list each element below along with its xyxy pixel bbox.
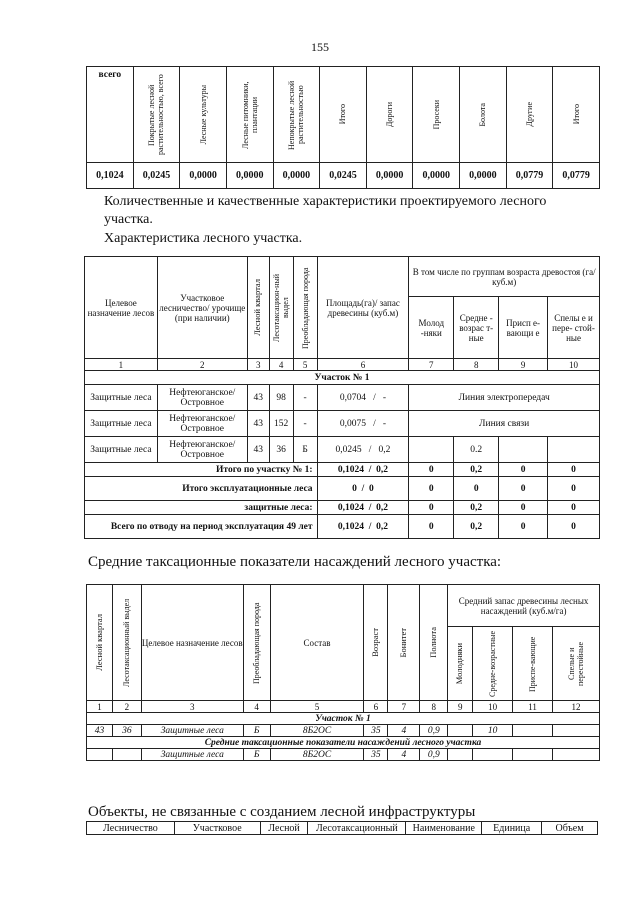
row-district: Нефтеюганское/ Островное <box>157 411 247 437</box>
top-header-cell <box>460 67 507 163</box>
area-value: 0,1024 <box>337 521 364 532</box>
tax-header-purpose: Целевое назначение лесов <box>141 585 243 701</box>
row-district: Нефтеюганское/ Островное <box>157 385 247 411</box>
stock-value: 0 <box>369 483 374 494</box>
tax-column-number: 8 <box>420 701 448 713</box>
tax-avg-title: Средние таксационные показатели насаждений лесного участка <box>87 737 600 749</box>
site-characteristics-table <box>84 256 600 539</box>
total-middle: 0,2 <box>454 515 499 539</box>
tax-avg-mature <box>553 749 600 761</box>
tax-column-number: 3 <box>141 701 243 713</box>
tax-header-age-text: Возраст <box>370 628 381 657</box>
top-header-text: Итого <box>338 104 348 125</box>
header-species-text: Преобладающая порода <box>300 266 310 349</box>
tax-header-young-text: Молодняки <box>454 642 465 685</box>
tax-column-number: 10 <box>473 701 513 713</box>
top-header-text: Просеки <box>431 99 441 130</box>
column-number: 6 <box>317 359 409 371</box>
column-number: 5 <box>293 359 317 371</box>
tax-header-species <box>243 585 270 701</box>
tax-header-species-text: Преобладающая порода <box>252 601 262 684</box>
paragraph-line: участка. <box>104 212 153 227</box>
tax-row-middle: 10 <box>473 725 513 737</box>
tax-header-mature <box>553 627 600 701</box>
top-header-cell <box>413 67 460 163</box>
tax-header-young <box>448 627 473 701</box>
objects-header-cell: Лесной <box>260 822 308 835</box>
tax-column-number: 11 <box>513 701 553 713</box>
tax-row-age: 35 <box>364 725 388 737</box>
tax-column-number: 6 <box>364 701 388 713</box>
top-header-cell <box>553 67 600 163</box>
objects-header-cell: Единица <box>482 822 542 835</box>
header-vydel-text: Лесотаксацион-ный выдел <box>272 273 291 342</box>
tax-avg-pre <box>513 749 553 761</box>
tax-header-quarter-text: Лесной квартал <box>93 614 104 671</box>
total-middle: 0,2 <box>454 501 499 515</box>
top-value-cell: 0,0000 <box>366 163 413 189</box>
objects-header-cell: Объем <box>542 822 598 835</box>
total-label: защитные леса: <box>85 501 318 515</box>
tax-row-purpose: Защитные леса <box>141 725 243 737</box>
tax-header-composition: Состав <box>270 585 364 701</box>
stock-value: - <box>382 392 387 403</box>
tax-row-young <box>448 725 473 737</box>
tax-section-title: Участок № 1 <box>87 713 600 725</box>
objects-header-cell: Лесничество <box>87 822 175 835</box>
header-quarter-text: Лесной квартал <box>252 279 263 336</box>
tax-header-stock: Средний запас древесины лесных насаждений (куб.м/га) <box>448 585 600 627</box>
row-species: - <box>293 385 317 411</box>
area-value: 0,0075 <box>339 418 366 429</box>
paragraph-objects: Объекты, не связанные с созданием лесной инфраструктуры <box>88 804 476 820</box>
total-young: 0 <box>409 477 454 501</box>
total-row <box>85 515 600 539</box>
top-header-text: Покрытые лесной растительностью, всего <box>147 74 166 155</box>
tax-avg-purpose: Защитные леса <box>141 749 243 761</box>
top-header-text: Другие <box>524 102 534 127</box>
tax-column-number: 2 <box>112 701 141 713</box>
row-species: - <box>293 411 317 437</box>
row-area <box>317 411 409 437</box>
slash: / <box>368 444 372 455</box>
top-value-cell: 0,0000 <box>460 163 507 189</box>
total-pre: 0 <box>499 463 548 477</box>
tax-row-density: 0,9 <box>420 725 448 737</box>
row-note: Линия связи <box>409 411 600 437</box>
tax-header-pre-text: Приспе-вающие <box>528 635 538 692</box>
top-header-cell <box>273 67 320 163</box>
objects-header-cell: Лесотаксационный <box>308 822 406 835</box>
top-value-cell: 0,0245 <box>133 163 180 189</box>
row-quarter: 43 <box>247 437 269 463</box>
tax-header-middle <box>473 627 513 701</box>
row-vydel: 36 <box>269 437 293 463</box>
tax-header-density <box>420 585 448 701</box>
column-number: 9 <box>499 359 548 371</box>
column-number: 4 <box>269 359 293 371</box>
column-number: 7 <box>409 359 454 371</box>
tax-row-composition: 8Б2ОС <box>270 725 364 737</box>
tax-header-vydel <box>112 585 141 701</box>
column-number: 1 <box>85 359 158 371</box>
stock-value: 0,2 <box>376 464 389 475</box>
section-title: Участок № 1 <box>85 371 600 385</box>
slash: / <box>373 418 376 429</box>
tax-column-number: 1 <box>87 701 113 713</box>
top-header-cell <box>133 67 180 163</box>
tax-avg-middle <box>473 749 513 761</box>
taxation-table <box>86 584 600 761</box>
tax-avg-young <box>448 749 473 761</box>
row-species: Б <box>293 437 317 463</box>
objects-header-cell: Наименование <box>406 822 482 835</box>
tax-row-bonitet: 4 <box>388 725 420 737</box>
tax-avg-composition: 8Б2ОС <box>270 749 364 761</box>
total-young: 0 <box>409 515 454 539</box>
total-pre: 0 <box>499 501 548 515</box>
total-mature: 0 <box>548 501 600 515</box>
row-area <box>317 385 409 411</box>
tax-column-number: 12 <box>553 701 600 713</box>
top-header-text: Итого <box>571 104 581 125</box>
tax-row-vydel: 36 <box>112 725 141 737</box>
stock-value: 0,2 <box>378 444 391 455</box>
area-value: 0,0704 <box>339 392 366 403</box>
land-category-table <box>86 66 600 189</box>
row-young <box>409 437 454 463</box>
slash: / <box>368 464 372 475</box>
total-area <box>317 501 409 515</box>
tax-header-middle-text: Средне-возрастные <box>488 630 498 697</box>
top-header-cell <box>366 67 413 163</box>
top-value-cell: 0,0000 <box>226 163 273 189</box>
total-pre: 0 <box>499 477 548 501</box>
tax-row-mature <box>553 725 600 737</box>
total-label: Итого эксплуатационные леса <box>85 477 318 501</box>
tax-avg-vydel <box>112 749 141 761</box>
total-young: 0 <box>409 501 454 515</box>
slash: / <box>373 392 376 403</box>
area-value: 0,1024 <box>337 464 364 475</box>
area-value: 0 <box>352 483 357 494</box>
column-number: 3 <box>247 359 269 371</box>
total-young: 0 <box>409 463 454 477</box>
header-age-groups: В том числе по группам возраста древостоя (га/куб.м) <box>409 257 600 297</box>
top-header-text: Болота <box>478 102 488 127</box>
tax-column-number: 9 <box>448 701 473 713</box>
tax-column-number: 5 <box>270 701 364 713</box>
top-header-cell <box>506 67 553 163</box>
top-header-cell <box>180 67 227 163</box>
tax-avg-age: 35 <box>364 749 388 761</box>
top-header-text: Непокрытые лесной растительностью <box>287 79 306 150</box>
top-header-text: Лесные питомники, плантации <box>240 80 259 149</box>
tax-header-mature-text: Спелые и перестойные <box>567 641 585 686</box>
header-area: Площадь(га)/ запас древесины (куб.м) <box>317 257 409 359</box>
total-row <box>85 463 600 477</box>
top-value-cell: 0,0779 <box>506 163 553 189</box>
row-mature <box>548 437 600 463</box>
top-header-cell <box>320 67 367 163</box>
top-value-cell: 0,0000 <box>180 163 227 189</box>
total-mature: 0 <box>548 515 600 539</box>
top-header-cell <box>87 67 134 163</box>
header-vydel <box>269 257 293 359</box>
objects-table <box>86 821 598 835</box>
column-number: 8 <box>454 359 499 371</box>
top-value-cell: 0,0245 <box>320 163 367 189</box>
page-number: 155 <box>311 40 329 54</box>
paragraph-characteristics <box>104 193 546 229</box>
total-row <box>85 501 600 515</box>
total-mature: 0 <box>548 463 600 477</box>
header-young: Молод -няки <box>409 297 454 359</box>
top-header-cell <box>226 67 273 163</box>
tax-column-number: 7 <box>388 701 420 713</box>
top-header-text: Лесные культуры <box>198 84 208 145</box>
row-note: Линия электропередач <box>409 385 600 411</box>
total-area <box>317 477 409 501</box>
tax-avg-quarter <box>87 749 113 761</box>
objects-header-cell: Участковое <box>174 822 260 835</box>
row-quarter: 43 <box>247 385 269 411</box>
paragraph-site-characteristic: Характеристика лесного участка. <box>104 231 303 246</box>
stock-value: 0,2 <box>376 521 389 532</box>
row-purpose: Защитные леса <box>85 411 158 437</box>
top-header-text: всего <box>98 70 122 80</box>
row-vydel: 152 <box>269 411 293 437</box>
tax-avg-density: 0,9 <box>420 749 448 761</box>
tax-row-species: Б <box>243 725 270 737</box>
row-middle: 0.2 <box>454 437 499 463</box>
column-number: 2 <box>157 359 247 371</box>
paragraph-tax-indicators: Средние таксационные показатели насаждений лесного участка: <box>88 554 502 570</box>
top-header-text: Дороги <box>385 101 395 128</box>
paragraph-line: Количественные и качественные характеристики проектируемого лесного <box>104 194 547 209</box>
slash: / <box>368 521 372 532</box>
header-middle: Средне - возрас т-ные <box>454 297 499 359</box>
total-label: Всего по отводу на период эксплуатация 49 лет <box>85 515 318 539</box>
top-value-cell: 0,0000 <box>413 163 460 189</box>
tax-row-quarter: 43 <box>87 725 113 737</box>
top-value-cell: 0,0779 <box>553 163 600 189</box>
area-value: 0,1024 <box>337 502 364 513</box>
row-purpose: Защитные леса <box>85 385 158 411</box>
tax-header-age <box>364 585 388 701</box>
tax-header-vydel-text: Лесотаксационный выдел <box>122 598 132 687</box>
total-middle: 0 <box>454 477 499 501</box>
tax-header-bonitet-text: Бонитет <box>398 627 409 658</box>
total-area <box>317 515 409 539</box>
tax-column-number: 4 <box>243 701 270 713</box>
total-label: Итого по участку № 1: <box>85 463 318 477</box>
row-district: Нефтеюганское/ Островное <box>157 437 247 463</box>
header-pre: Присп е- вающи е <box>499 297 548 359</box>
tax-avg-species: Б <box>243 749 270 761</box>
slash: / <box>361 483 365 494</box>
total-row <box>85 477 600 501</box>
tax-header-density-text: Полнота <box>428 627 439 658</box>
header-species <box>293 257 317 359</box>
row-pre <box>499 437 548 463</box>
header-district: Участковое лесничество/ урочище (при наличии) <box>157 257 247 359</box>
column-number: 10 <box>548 359 600 371</box>
tax-avg-bonitet: 4 <box>388 749 420 761</box>
tax-header-quarter <box>87 585 113 701</box>
header-mature: Спелы е и пере- стой- ные <box>548 297 600 359</box>
row-quarter: 43 <box>247 411 269 437</box>
tax-header-pre <box>513 627 553 701</box>
area-value: 0,0245 <box>335 444 362 455</box>
top-value-cell: 0,1024 <box>87 163 134 189</box>
row-purpose: Защитные леса <box>85 437 158 463</box>
total-mature: 0 <box>548 477 600 501</box>
total-area <box>317 463 409 477</box>
top-value-cell: 0,0000 <box>273 163 320 189</box>
row-vydel: 98 <box>269 385 293 411</box>
tax-header-bonitet <box>388 585 420 701</box>
header-quarter <box>247 257 269 359</box>
total-pre: 0 <box>499 515 548 539</box>
total-middle: 0,2 <box>454 463 499 477</box>
header-purpose: Целевое назначение лесов <box>85 257 158 359</box>
slash: / <box>368 502 372 513</box>
row-area <box>317 437 409 463</box>
stock-value: - <box>382 418 387 429</box>
tax-row-pre <box>513 725 553 737</box>
stock-value: 0,2 <box>376 502 389 513</box>
